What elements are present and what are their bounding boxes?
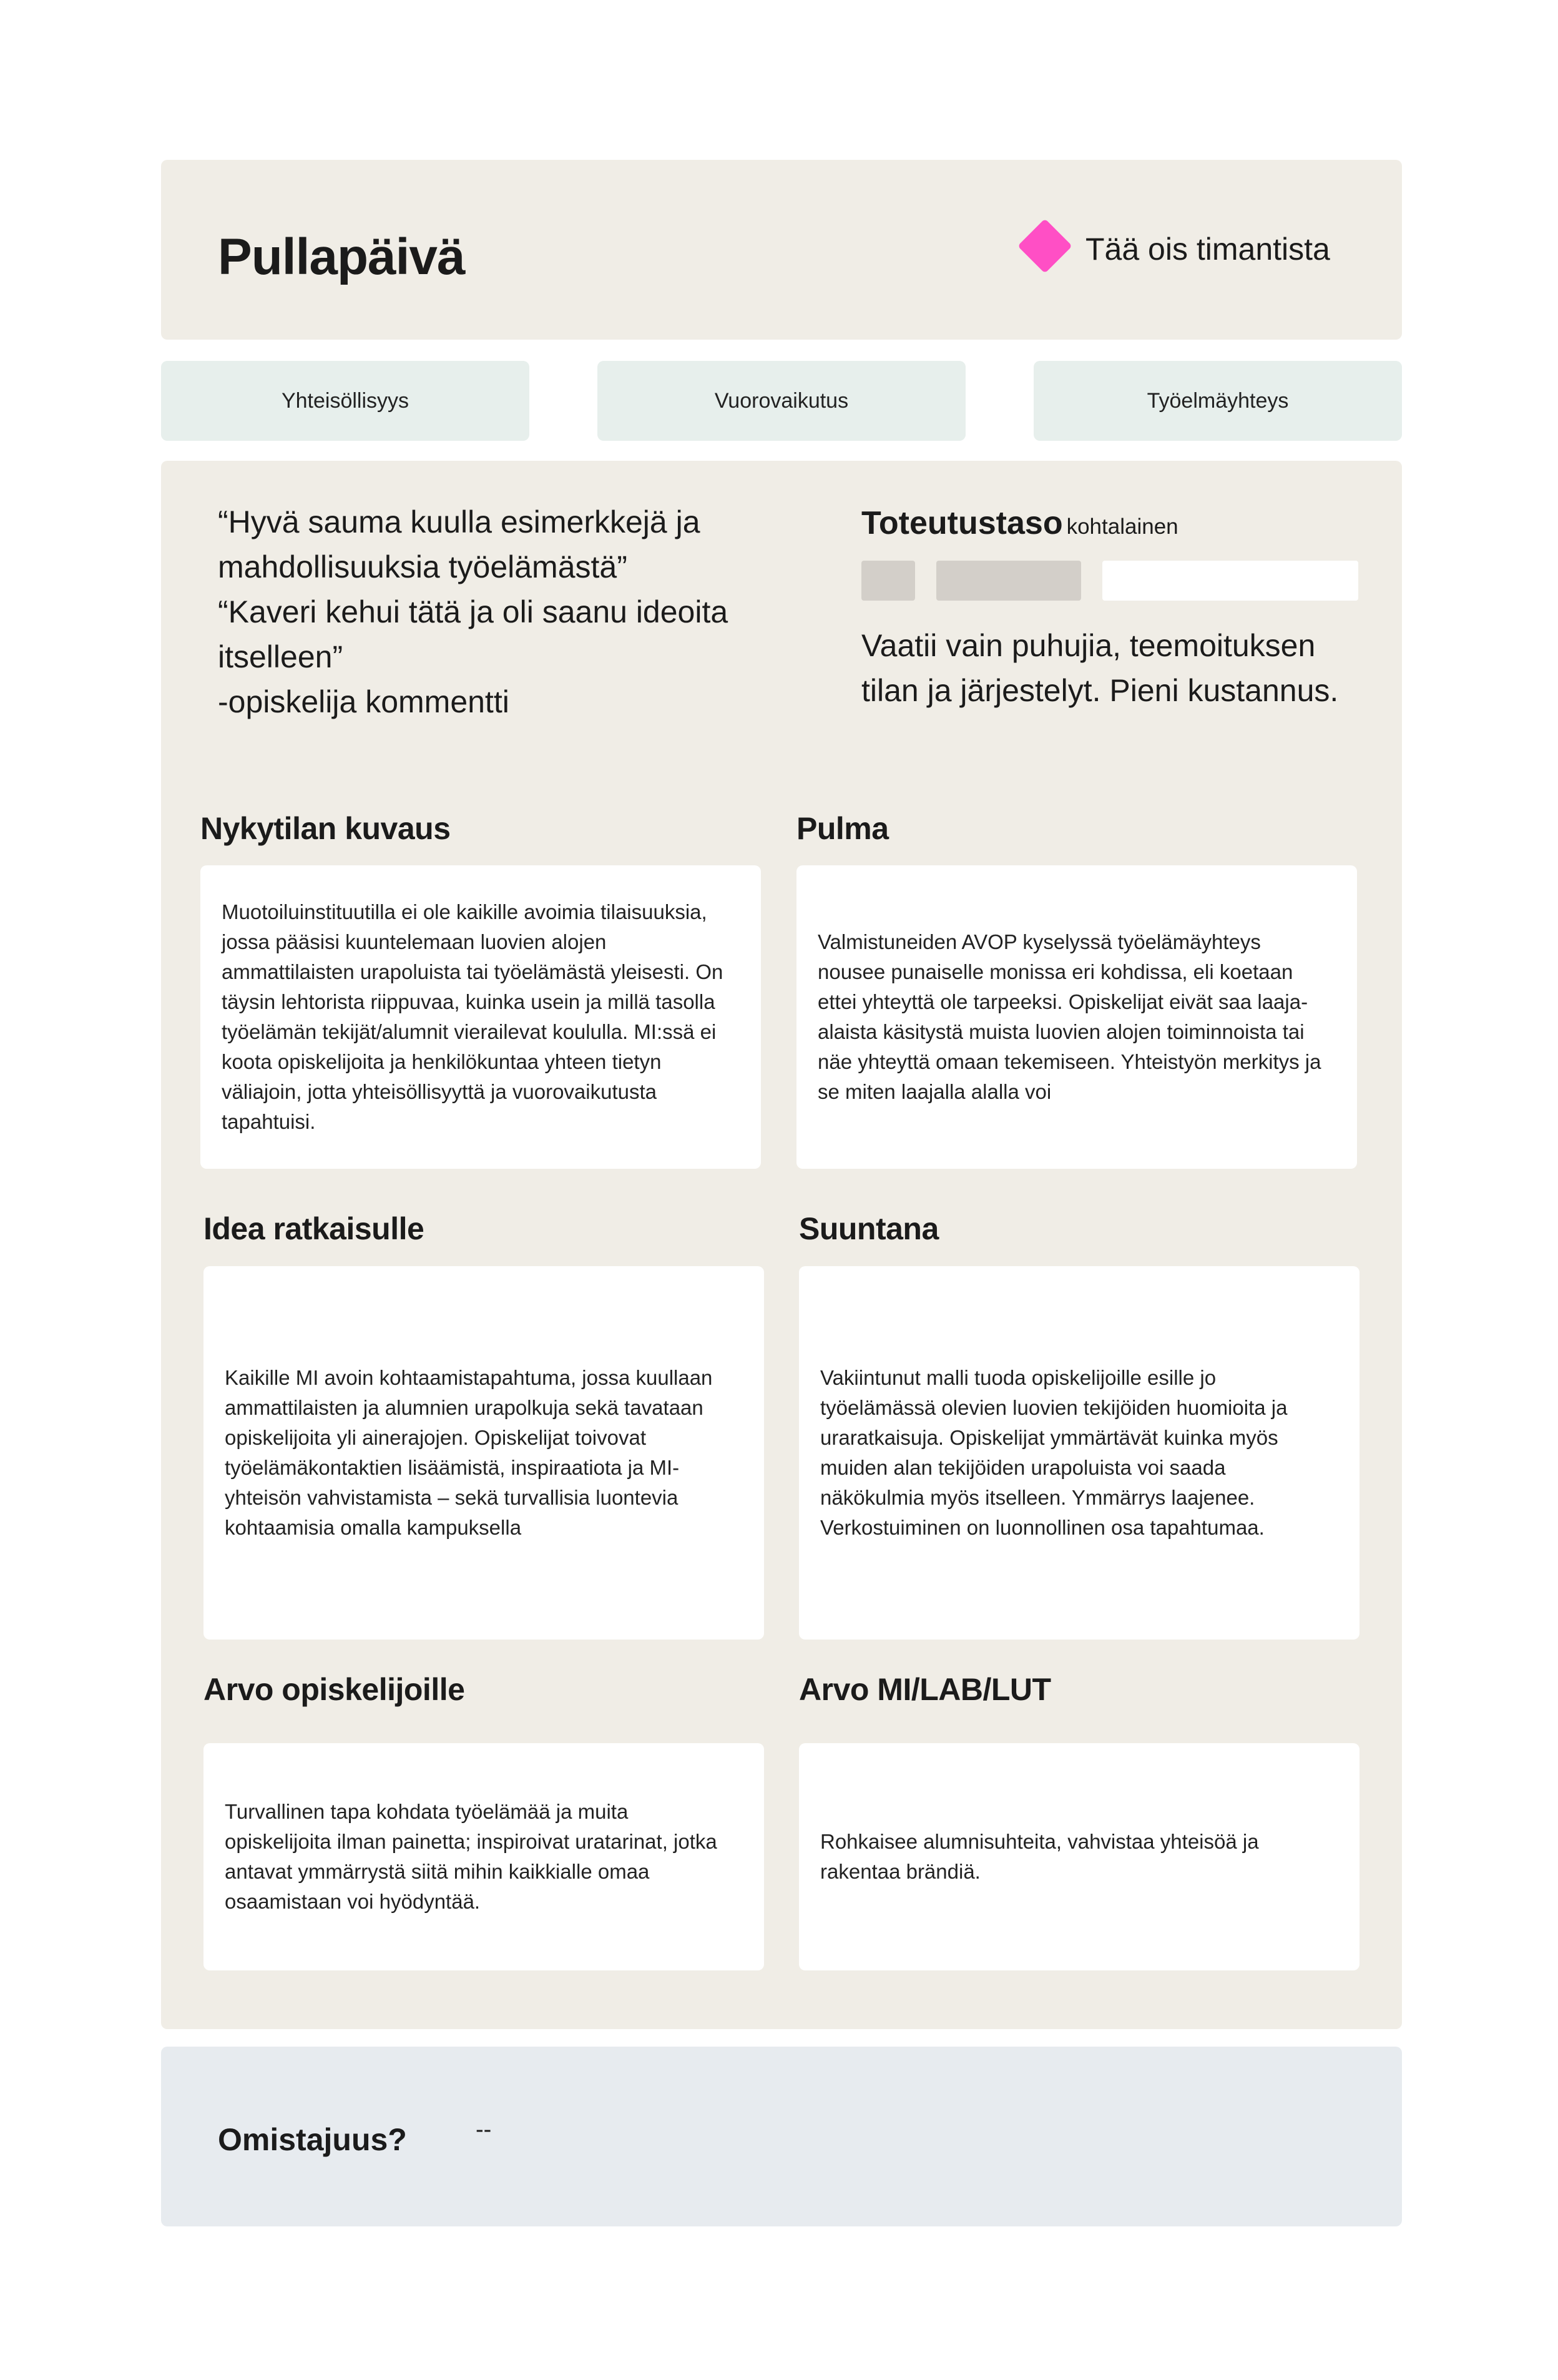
ownership-value: -- <box>476 2117 492 2143</box>
implementation-heading <box>861 504 1178 542</box>
text-line: se miten laajalla alalla voi <box>818 1080 1052 1103</box>
text-line: täysin lehtorista riippuvaa, kuinka usein ja millä tasolla <box>222 990 715 1013</box>
level-segment-1 <box>861 561 915 601</box>
text-line: Rohkaisee alumnisuhteita, vahvistaa yhteisöä ja <box>820 1830 1259 1853</box>
text-line: kohtaamisia omalla kampuksella <box>225 1516 522 1539</box>
problem-title: Pulma <box>796 811 889 846</box>
direction-card <box>799 1266 1360 1640</box>
text-line: Verkostuiminen on luonnollinen osa tapahtumaa. <box>820 1516 1265 1539</box>
current-state-text <box>222 897 723 1137</box>
implementation-title: Toteutustaso <box>861 505 1063 541</box>
text-line: ettei yhteyttä ole tarpeeksi. Opiskelijat eivät saa laaja- <box>818 990 1308 1013</box>
quote-line: “Kaveri kehui tätä ja oli saanu ideoita <box>218 594 728 629</box>
direction-title: Suuntana <box>799 1211 939 1246</box>
text-line: Kaikille MI avoin kohtaamistapahtuma, jossa kuullaan <box>225 1366 713 1389</box>
value-students-card <box>203 1743 764 1970</box>
idea-card <box>203 1266 764 1640</box>
text-line: opiskelijoita ilman painetta; inspiroivat uratarinat, jotka <box>225 1830 717 1853</box>
quote-line: -opiskelija kommentti <box>218 684 509 719</box>
text-line: näe yhteyttä omaan tekemiseen. Yhteistyön merkitys ja <box>818 1050 1321 1073</box>
current-state-card <box>200 865 761 1169</box>
level-segment-3 <box>1102 561 1358 601</box>
value-org-card <box>799 1743 1360 1970</box>
text-line: nousee punaiselle monissa eri kohdissa, eli koetaan <box>818 960 1293 983</box>
level-segment-2 <box>936 561 1081 601</box>
text-line: jossa pääsisi kuuntelemaan luovien alojen <box>222 930 607 953</box>
text-line: näkökulmia myös itselleen. Ymmärrys laajenee. <box>820 1486 1255 1509</box>
text-line: koota opiskelijoita ja henkilökuntaa yhteen tietyn <box>222 1050 662 1073</box>
implementation-line: Vaatii vain puhujia, teemoituksen <box>861 628 1316 663</box>
text-line: osaamistaan voi hyödyntää. <box>225 1890 481 1913</box>
text-line: rakentaa brändiä. <box>820 1860 981 1883</box>
value-students-title: Arvo opiskelijoille <box>203 1672 465 1707</box>
idea-text <box>225 1363 712 1543</box>
tag-yhteisollisyys: Yhteisöllisyys <box>161 361 529 441</box>
text-line: tapahtuisi. <box>222 1110 316 1133</box>
value-org-text <box>820 1827 1259 1887</box>
implementation-line: tilan ja järjestelyt. Pieni kustannus. <box>861 673 1339 708</box>
text-line: ammattilaisten urapoluista tai työelämästä yleisesti. On <box>222 960 723 983</box>
text-line: Vakiintunut malli tuoda opiskelijoille esille jo <box>820 1366 1217 1389</box>
ownership-label: Omistajuus? <box>218 2122 407 2157</box>
tag-tyoelmayhteys: Työelmäyhteys <box>1034 361 1402 441</box>
text-line: alaista käsitystä muista luovien alojen toiminnoista tai <box>818 1020 1305 1043</box>
problem-card <box>796 865 1357 1169</box>
student-quote <box>218 499 780 724</box>
text-line: työelämässä olevien luovien tekijöiden huomioita ja <box>820 1396 1288 1419</box>
problem-text <box>818 927 1321 1107</box>
quote-line: itselleen” <box>218 639 343 674</box>
text-line: muiden alan tekijöiden urapoluista voi saada <box>820 1456 1226 1479</box>
text-line: väliajoin, jotta yhteisöllisyyttä ja vuorovaikutusta <box>222 1080 657 1103</box>
current-state-title: Nykytilan kuvaus <box>200 811 451 846</box>
text-line: Turvallinen tapa kohdata työelämää ja muita <box>225 1800 629 1823</box>
text-line: ammattilaisten ja alumnien urapolkuja sekä tavataan <box>225 1396 703 1419</box>
text-line: työelämän tekijät/alumnit vierailevat koululla. MI:ssä ei <box>222 1020 717 1043</box>
text-line: antavat ymmärrystä siitä mihin kaikkialle omaa <box>225 1860 650 1883</box>
implementation-level-label: kohtalainen <box>1066 514 1178 539</box>
quote-line: mahdollisuuksia työelämästä” <box>218 549 627 584</box>
text-line: Muotoiluinstituutilla ei ole kaikille avoimia tilaisuuksia, <box>222 900 707 923</box>
value-students-text <box>225 1797 717 1917</box>
quote-line: “Hyvä sauma kuulla esimerkkejä ja <box>218 504 700 539</box>
text-line: yhteisön vahvistamista – sekä turvallisia luontevia <box>225 1486 679 1509</box>
text-line: opiskelijoita yli ainerajojen. Opiskelijat toivovat <box>225 1426 647 1449</box>
value-org-title: Arvo MI/LAB/LUT <box>799 1672 1051 1707</box>
page-title: Pullapäivä <box>218 229 465 285</box>
rating-badge-label: Tää ois timantista <box>1085 232 1330 267</box>
direction-text <box>820 1363 1287 1543</box>
tag-vuorovaikutus: Vuorovaikutus <box>597 361 966 441</box>
text-line: uraratkaisuja. Opiskelijat ymmärtävät kuinka myös <box>820 1426 1278 1449</box>
idea-title: Idea ratkaisulle <box>203 1211 424 1246</box>
implementation-description <box>861 623 1361 713</box>
text-line: työelämäkontaktien lisäämistä, inspiraatiota ja MI- <box>225 1456 680 1479</box>
text-line: Valmistuneiden AVOP kyselyssä työelämäyhteys <box>818 930 1261 953</box>
